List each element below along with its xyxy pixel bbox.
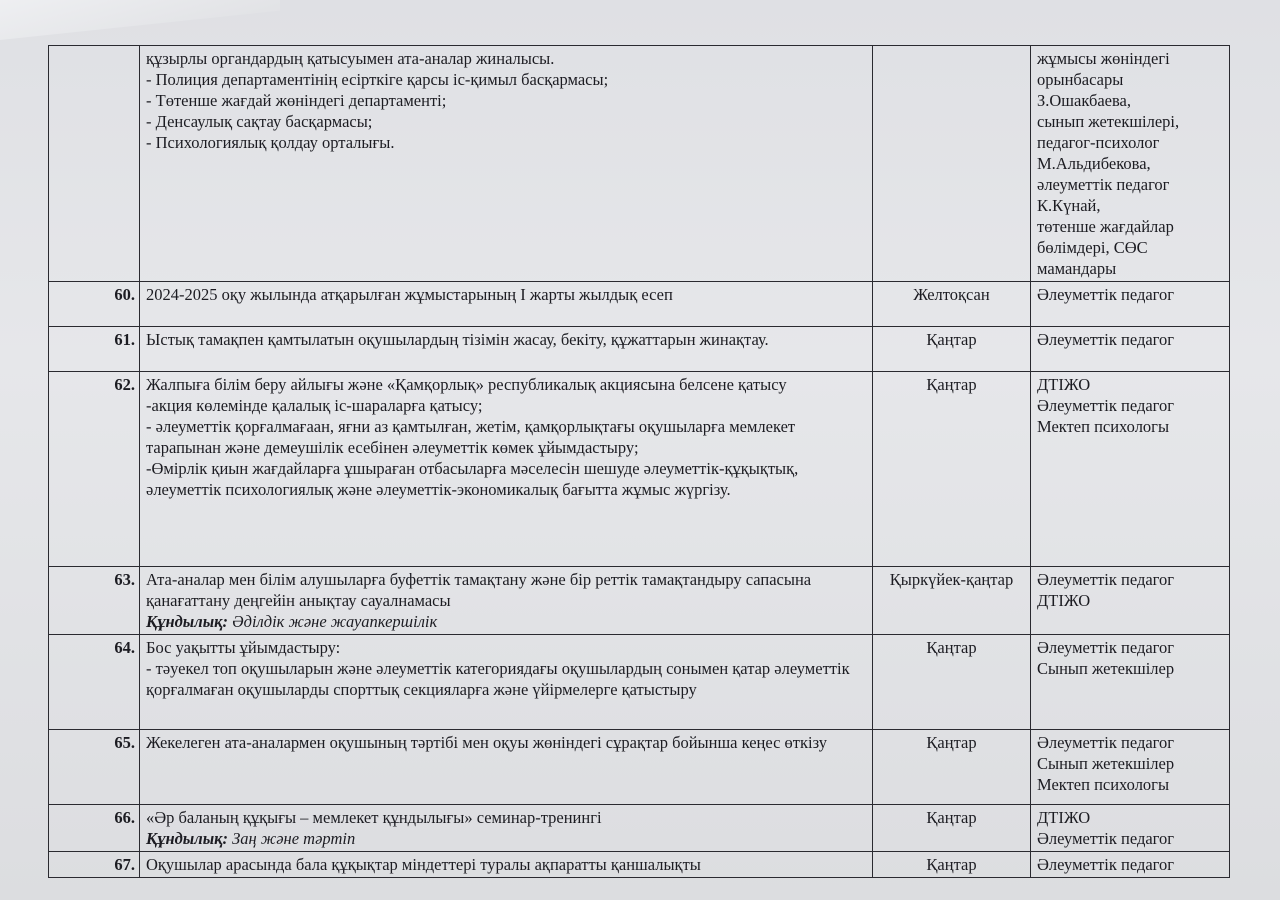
plan-table [48, 45, 1230, 878]
activity-cell [140, 282, 873, 327]
table-row [49, 282, 1230, 327]
responsible-cell [1031, 372, 1230, 567]
table-row [49, 730, 1230, 805]
responsible-cell [1031, 635, 1230, 730]
responsible-text: жұмысы жөніндегі [1037, 49, 1170, 68]
activity-cell [140, 730, 873, 805]
activity-text: Ата-аналар мен білім алушыларға буфеттік тамақтану және бір реттік тамақтандыру сапасына қанағаттану деңгейін анықтау сауалнамасы [146, 570, 812, 610]
deadline-cell: Қаңтар [873, 852, 1031, 878]
table-row [49, 805, 1230, 852]
value-text: Заң және тәртіп [232, 829, 356, 848]
activity-cell [140, 567, 873, 635]
activity-text: құзырлы органдардың қатысуымен ата-аналар жиналысы. [146, 49, 555, 68]
responsible-text: Әлеуметтік педагог [1037, 733, 1175, 752]
value-label: Құндылық: [146, 829, 229, 848]
activity-text: - тәуекел топ оқушыларын және әлеуметтік категориядағы оқушылардың сонымен қатар әлеуметтік қорғалмаған оқушыларды спорттық секцияларға және үйірмелерге қатыстыру [146, 659, 850, 699]
activity-text: - Полиция департаментінің есірткіге қарсы іс-қимыл басқармасы; [146, 70, 609, 89]
responsible-cell [1031, 852, 1230, 878]
activity-cell [140, 46, 873, 282]
responsible-text: Мектеп психологы [1037, 775, 1170, 794]
responsible-text: мамандары [1037, 259, 1117, 278]
deadline-cell: Желтоқсан [873, 282, 1031, 327]
activity-cell [140, 327, 873, 372]
responsible-text: Сынып жетекшілер [1037, 754, 1175, 773]
deadline-cell: Қаңтар [873, 327, 1031, 372]
activity-text: Жекелеген ата-аналармен оқушының тәртібі мен оқуы жөніндегі сұрақтар бойынша кеңес өткізу [146, 733, 828, 752]
responsible-cell [1031, 46, 1230, 282]
row-number: 66. [49, 805, 140, 852]
activity-text: Бос уақытты ұйымдастыру: [146, 638, 341, 657]
row-number [49, 46, 140, 282]
row-number: 62. [49, 372, 140, 567]
responsible-text: ДТІЖО [1037, 808, 1091, 827]
responsible-text: М.Альдибекова, [1037, 154, 1151, 173]
responsible-text: Әлеуметтік педагог [1037, 855, 1175, 874]
deadline-cell: Қаңтар [873, 805, 1031, 852]
responsible-text: К.Күнай, [1037, 196, 1101, 215]
table-row [49, 372, 1230, 567]
responsible-cell [1031, 327, 1230, 372]
value-line [146, 611, 866, 632]
activity-text: - әлеуметтік қорғалмағаан, яғни аз қамтылған, жетім, қамқорлықтағы оқушыларға мемлекет тарапынан және демеушілік есебінен әлеуметтік көмек ұйымдастыру; [146, 417, 796, 457]
activity-text: Жалпыға білім беру айлығы және «Қамқорлық» республикалық акциясына белсене қатысу [146, 375, 787, 394]
responsible-text: бөлімдері, СӨС [1037, 238, 1148, 257]
responsible-cell [1031, 282, 1230, 327]
responsible-text: әлеуметтік педагог [1037, 175, 1170, 194]
activity-text: -Өмірлік қиын жағдайларға ұшыраған отбасыларға мәселесін шешуде әлеуметтік-құқықтық, әлеуметтік психологиялық және әлеуметтік-экономикалық бағытта жұмыс жүргізу. [146, 459, 799, 499]
value-text: Әділдік және жауапкершілік [232, 612, 438, 631]
activity-text: - Денсаулық сақтау басқармасы; [146, 112, 373, 131]
table-row [49, 46, 1230, 282]
row-number: 63. [49, 567, 140, 635]
table-row [49, 852, 1230, 878]
responsible-text: педагог-психолог [1037, 133, 1160, 152]
responsible-cell [1031, 805, 1230, 852]
activity-text: - Психологиялық қолдау орталығы. [146, 133, 395, 152]
responsible-cell [1031, 730, 1230, 805]
responsible-text: орынбасары [1037, 70, 1124, 89]
responsible-text: Мектеп психологы [1037, 417, 1170, 436]
paper-edge [0, 0, 280, 40]
activity-text: Ыстық тамақпен қамтылатын оқушылардың тізімін жасау, бекіту, құжаттарын жинақтау. [146, 330, 769, 349]
activity-text: -акция көлемінде қалалық іс-шараларға қатысу; [146, 396, 483, 415]
table-row [49, 327, 1230, 372]
activity-cell [140, 635, 873, 730]
value-label: Құндылық: [146, 612, 229, 631]
responsible-text: Әлеуметтік педагог [1037, 570, 1175, 589]
deadline-cell: Қыркүйек-қаңтар [873, 567, 1031, 635]
row-number: 65. [49, 730, 140, 805]
responsible-text: Әлеуметтік педагог [1037, 638, 1175, 657]
responsible-text: Әлеуметтік педагог [1037, 330, 1175, 349]
activity-text: «Әр баланың құқығы – мемлекет құндылығы» семинар-тренингі [146, 808, 602, 827]
responsible-text: төтенше жағдайлар [1037, 217, 1174, 236]
responsible-text: ДТІЖО [1037, 375, 1091, 394]
responsible-text: Әлеуметтік педагог [1037, 396, 1175, 415]
row-number: 61. [49, 327, 140, 372]
activity-text: - Төтенше жағдай жөніндегі департаменті; [146, 91, 447, 110]
row-number: 67. [49, 852, 140, 878]
responsible-text: сынып жетекшілері, [1037, 112, 1180, 131]
activity-text: Оқушылар арасында бала құқықтар міндеттері туралы ақпаратты қаншалықты [146, 855, 701, 874]
value-line [146, 828, 866, 849]
activity-text: 2024-2025 оқу жылында атқарылған жұмыстарының I жарты жылдық есеп [146, 285, 673, 304]
responsible-text: Әлеуметтік педагог [1037, 285, 1175, 304]
responsible-text: Сынып жетекшілер [1037, 659, 1175, 678]
responsible-cell [1031, 567, 1230, 635]
responsible-text: З.Ошакбаева, [1037, 91, 1132, 110]
activity-cell [140, 852, 873, 878]
deadline-cell: Қаңтар [873, 635, 1031, 730]
table-row [49, 635, 1230, 730]
responsible-text: ДТІЖО [1037, 591, 1091, 610]
deadline-cell: Қаңтар [873, 730, 1031, 805]
responsible-text: Әлеуметтік педагог [1037, 829, 1175, 848]
activity-cell [140, 805, 873, 852]
deadline-cell [873, 46, 1031, 282]
deadline-cell: Қаңтар [873, 372, 1031, 567]
row-number: 60. [49, 282, 140, 327]
row-number: 64. [49, 635, 140, 730]
activity-cell [140, 372, 873, 567]
table-row [49, 567, 1230, 635]
